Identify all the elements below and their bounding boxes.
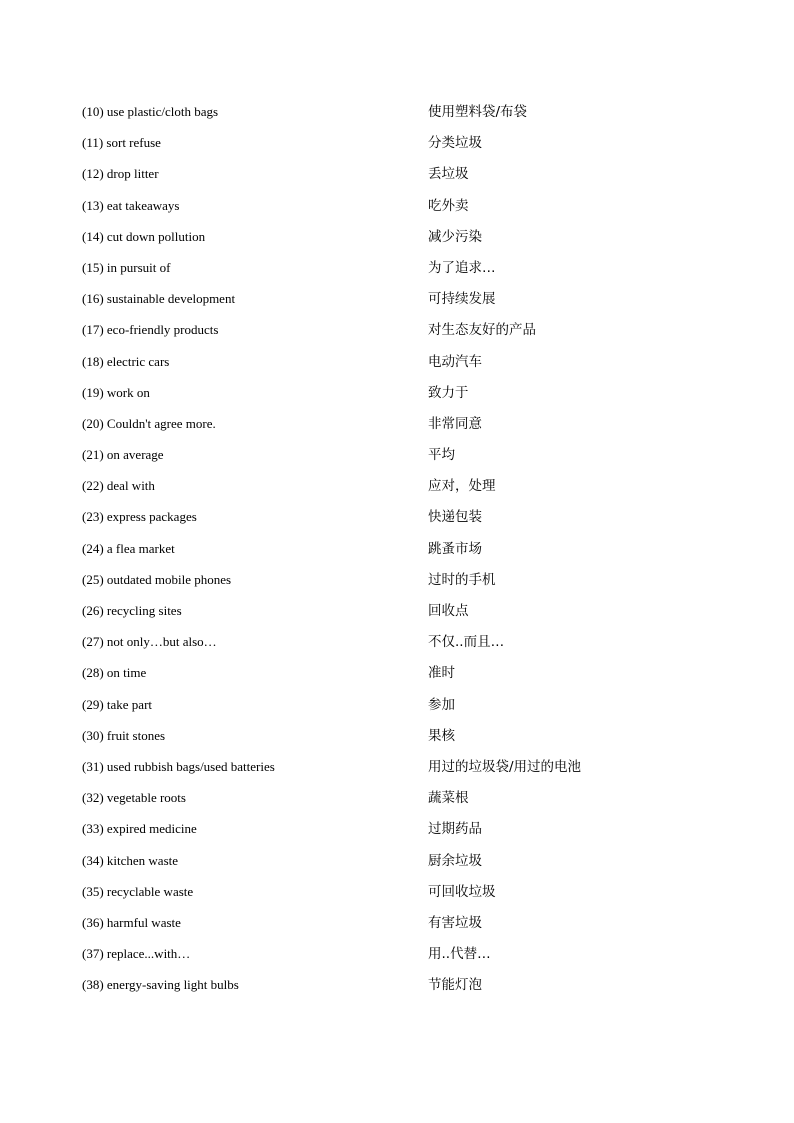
chinese-translation: 过期药品 bbox=[428, 821, 482, 838]
vocabulary-list bbox=[82, 101, 722, 1005]
chinese-translation: 果核 bbox=[428, 727, 455, 744]
chinese-translation: 跳蚤市场 bbox=[428, 540, 482, 557]
english-phrase: (13) eat takeaways bbox=[82, 197, 180, 213]
vocab-item bbox=[82, 413, 722, 444]
chinese-translation: 用..代替… bbox=[428, 946, 491, 963]
chinese-translation: 参加 bbox=[428, 696, 455, 713]
chinese-translation: 为了追求… bbox=[428, 259, 496, 276]
english-phrase: (25) outdated mobile phones bbox=[82, 571, 232, 587]
chinese-translation: 准时 bbox=[428, 665, 455, 682]
english-phrase: (10) use plastic/cloth bags bbox=[82, 104, 219, 119]
chinese-translation: 对生态友好的产品 bbox=[428, 322, 536, 339]
english-phrase: (36) harmful waste bbox=[82, 914, 181, 930]
english-phrase: (28) on time bbox=[82, 665, 147, 681]
vocab-item bbox=[82, 163, 722, 194]
english-phrase: (34) kitchen waste bbox=[82, 852, 179, 868]
vocab-item bbox=[82, 475, 722, 506]
english-phrase: (17) eco-friendly products bbox=[82, 322, 219, 338]
english-phrase: (12) drop litter bbox=[82, 166, 159, 182]
english-phrase: (16) sustainable development bbox=[82, 291, 236, 307]
english-phrase: (29) take part bbox=[82, 696, 153, 712]
vocab-item bbox=[82, 974, 722, 1005]
chinese-translation: 减少污染 bbox=[428, 228, 482, 245]
vocab-item bbox=[82, 538, 722, 569]
english-phrase: (20) Couldn't agree more. bbox=[82, 415, 216, 431]
english-phrase: (27) not only…but also… bbox=[82, 634, 217, 650]
vocab-item bbox=[82, 351, 722, 382]
english-phrase: (32) vegetable roots bbox=[82, 790, 186, 806]
chinese-translation: 回收点 bbox=[428, 603, 469, 619]
english-phrase: (35) recyclable waste bbox=[82, 883, 194, 899]
vocab-item bbox=[82, 694, 722, 725]
chinese-translation: 非常同意 bbox=[428, 415, 482, 432]
chinese-translation: 吃外卖 bbox=[428, 197, 469, 214]
vocab-item bbox=[82, 257, 722, 288]
english-phrase: (22) deal with bbox=[82, 478, 155, 494]
vocab-item bbox=[82, 506, 722, 537]
chinese-translation: 致力于 bbox=[428, 384, 469, 401]
chinese-translation: 节能灯泡 bbox=[428, 977, 482, 994]
vocab-item bbox=[82, 226, 722, 257]
vocab-item bbox=[82, 569, 722, 600]
english-phrase: (19) work on bbox=[82, 384, 150, 400]
english-phrase: (37) replace...with… bbox=[82, 946, 191, 962]
chinese-translation: 可持续发展 bbox=[428, 291, 496, 308]
vocab-item bbox=[82, 101, 722, 132]
vocab-item bbox=[82, 787, 722, 818]
vocab-item bbox=[82, 756, 722, 787]
chinese-translation: 电动汽车 bbox=[428, 353, 482, 370]
english-phrase: (23) express packages bbox=[82, 509, 197, 525]
vocab-item bbox=[82, 319, 722, 350]
vocab-item bbox=[82, 943, 722, 974]
english-phrase: (15) in pursuit of bbox=[82, 259, 171, 275]
english-phrase: (24) a flea market bbox=[82, 540, 175, 556]
vocab-item bbox=[82, 662, 722, 693]
vocab-item bbox=[82, 600, 722, 631]
chinese-translation: 快递包装 bbox=[428, 509, 482, 526]
english-phrase: (11) sort refuse bbox=[82, 135, 161, 151]
english-phrase: (31) used rubbish bags/used batteries bbox=[82, 758, 275, 774]
vocab-item bbox=[82, 288, 722, 319]
vocab-item bbox=[82, 382, 722, 413]
english-phrase: (26) recycling sites bbox=[82, 603, 182, 618]
chinese-translation: 蔬菜根 bbox=[428, 790, 469, 807]
chinese-translation: 可回收垃圾 bbox=[428, 883, 496, 900]
chinese-translation: 丢垃圾 bbox=[428, 166, 469, 183]
english-phrase: (38) energy-saving light bulbs bbox=[82, 977, 239, 993]
vocab-item bbox=[82, 818, 722, 849]
vocab-item bbox=[82, 132, 722, 163]
chinese-translation: 分类垃圾 bbox=[428, 135, 482, 152]
english-phrase: (18) electric cars bbox=[82, 353, 170, 369]
chinese-translation: 用过的垃圾袋/用过的电池 bbox=[428, 758, 582, 775]
english-phrase: (21) on average bbox=[82, 447, 164, 463]
english-phrase: (33) expired medicine bbox=[82, 821, 197, 837]
vocab-item bbox=[82, 725, 722, 756]
chinese-translation: 过时的手机 bbox=[428, 571, 496, 588]
chinese-translation: 不仅..而且… bbox=[428, 634, 505, 651]
chinese-translation: 有害垃圾 bbox=[428, 914, 482, 931]
vocab-item bbox=[82, 881, 722, 912]
chinese-translation: 厨余垃圾 bbox=[428, 852, 482, 869]
english-phrase: (30) fruit stones bbox=[82, 727, 166, 743]
vocab-item bbox=[82, 631, 722, 662]
vocab-item bbox=[82, 912, 722, 943]
vocab-item bbox=[82, 850, 722, 881]
chinese-translation: 应对，处理 bbox=[428, 478, 496, 495]
chinese-translation: 使用塑料袋/布袋 bbox=[428, 104, 528, 120]
english-phrase: (14) cut down pollution bbox=[82, 228, 206, 244]
vocab-item bbox=[82, 195, 722, 226]
vocab-item bbox=[82, 444, 722, 475]
chinese-translation: 平均 bbox=[428, 447, 455, 464]
